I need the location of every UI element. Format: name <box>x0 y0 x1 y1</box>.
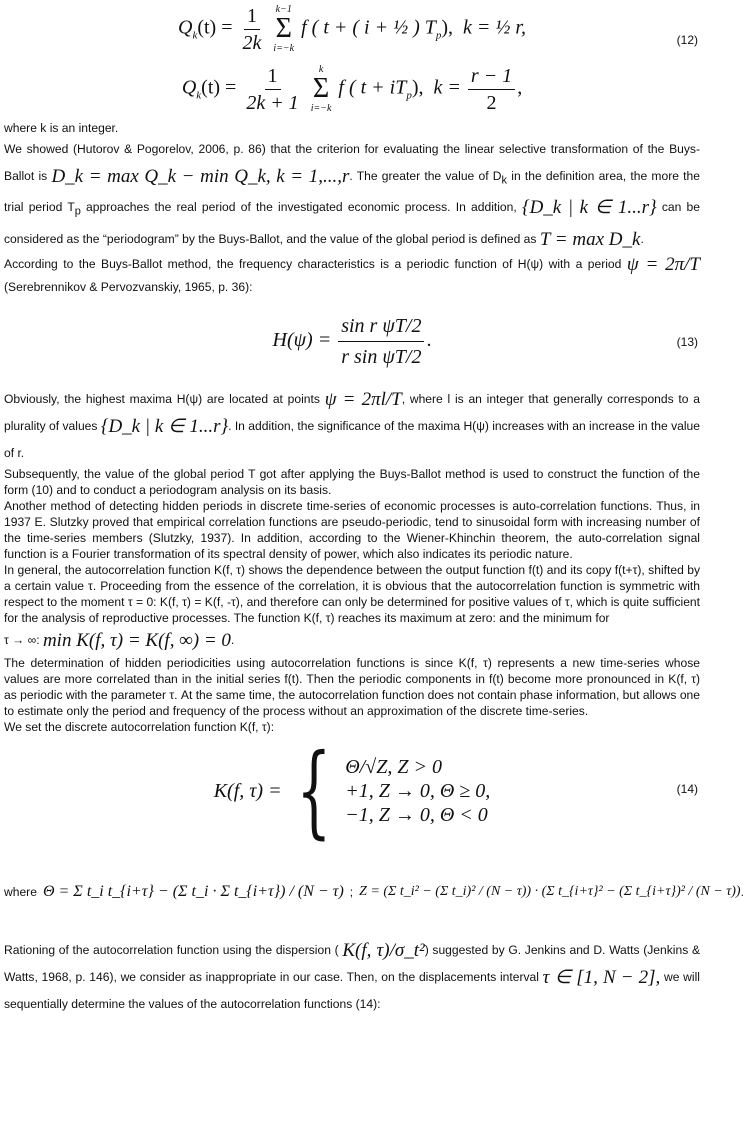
equation-13-fraction: $\frac{\text{sin r ψT/2}}{\text{r sin ψT/2}}$ <box>338 315 424 368</box>
equation-13 <box>4 298 700 386</box>
paragraph-buys-ballot-criterion: We showed (Hutorov & Pogorelov, 2006, p. 86) that the criterion for evaluating the linear selective transformation of the Buys-Ballot is D_k = max Q_k − min Q_k, k = 1,...,r. The greater the value of $D_k$ in the definition area, the more the trial period $T_p$ approaches the real period of the investigated economic process. In addition, {D_k | k ∈ 1...r} can be considered as the “periodogram” by the Buys-Ballot, and the value of the global period is defined as T = max D_k. <box>4 142 700 250</box>
z-definition: Z = (Σ t_i² − (Σ t_i)² / (N − τ)) · (Σ t_{i+τ}² − (Σ t_{i+τ})² / (N − τ)) <box>359 883 741 899</box>
equation-13-body: H(ψ) = $\frac{\text{sin r ψT/2}}{\text{r sin ψT/2}}$ . <box>272 315 432 369</box>
equation-12a <box>4 2 700 56</box>
inline-math-dispersion: K(f, τ)/σ_t² <box>342 939 425 961</box>
inline-math-dk-definition: D_k = max Q_k − min Q_k, k = 1,...,r <box>51 166 350 187</box>
equation-number-12: (12) <box>676 33 698 47</box>
paragraph-where-k: where k is an integer. <box>4 121 119 135</box>
paragraph-hidden-periodicities: The determination of hidden periodicities using autocorrelation functions is since K(f, τ) represents a new time-series whose values are more correlated than in the initial series f(t). Then the periodic components in f(t) become more pronounced in K(f, τ) as periodic with the parameter τ. At the same time, the autocorrelation function does not contain phase information, but allows one to estimate only the period and frequency of the process without an approximation of the discrete time-series. <box>4 655 700 718</box>
equation-12a-fraction: $\frac{1}{2k}$ <box>242 4 262 54</box>
paragraph-frequency-characteristics: According to the Buys-Ballot method, the frequency characteristics is a periodic function of H(ψ) with a period ψ = 2π/T (Serebrennikov & Pervozvanskiy, 1965, p. 36): <box>4 253 700 294</box>
paragraph-autocorrelation-intro: Another method of detecting hidden periods in discrete time-series of economic processes is auto-correlation functions. Thus, in 1937 E. Slutzky proved that empirical correlation functions are pseudo-periodic, tend to sinusoidal form with increasing number of the time-series members (Slutzky, 1937). In addition, according to the Wiener-Khinchin theorem, the auto-correlation signal function is a Fourier transformation of its spectral density of power, which also indicates its periodic nature. <box>4 498 700 561</box>
theta-z-definitions: where Θ = Σ t_i t_{i+τ} − (Σ t_i · Σ t_{i+τ}) / (N − τ) ; Z = (Σ t_i² − (Σ t_i)² / (N − τ)) · (Σ t_{i+τ}² − (Σ t_{i+τ})² / (N − τ)) . <box>4 882 744 900</box>
paragraph-maxima: Obviously, the highest maxima H(ψ) are located at points ψ = 2πl/T, where l is an integer that generally corresponds to a plurality of values {D_k | k ∈ 1...r}. In addition, the significance of the maxima H(ψ) increases with an increase in the value of r. <box>4 388 701 460</box>
equation-14-case-1: Θ/√Z, Z > 0 <box>345 755 442 778</box>
equation-14-case-3: −1, Z → 0, Θ < 0 <box>345 803 488 826</box>
inline-math-dk-plurality: {D_k | k ∈ 1...r} <box>100 415 229 437</box>
equation-12b <box>4 33 700 118</box>
equation-number-14: (14) <box>676 781 698 796</box>
inline-math-psi-maxima: ψ = 2πl/T <box>324 388 402 410</box>
inline-math-tau-interval: τ ∈ [1, N − 2], <box>542 966 661 988</box>
paragraph-global-period-usage: Subsequently, the value of the global period T got after applying the Buys-Ballot method is used to construct the function of the form (10) and to conduct a periodogram analysis on its basis. <box>4 466 700 497</box>
equation-14-brace: { <box>295 731 331 849</box>
equation-12b-sum: k Σ i=−k <box>310 64 332 114</box>
equation-12a-sum: k−1 Σ i=−k <box>273 4 295 54</box>
equation-12b-condition-fraction: $\frac{r - 1}{2}$ <box>468 65 515 114</box>
equation-14-body: K(f, τ) = { Θ/√Z, Z > 0 +1, Z → 0, Θ ≥ 0, −1, Z → 0, Θ < 0 <box>213 731 491 849</box>
paragraph-minimum-limit: τ → ∞: min K(f, τ) = K(f, ∞) = 0. <box>4 629 235 651</box>
paragraph-rationing: Rationing of the autocorrelation function using the dispersion ( K(f, τ)/σ_t²) suggested by G. Jenkins and D. Watts (Jenkins & Watts, 1968, p. 146), we consider as inappropriate in our case. Then, on the displacements interval τ ∈ [1, N − 2], we will sequentially determine the values of the autocorrelation functions (14): <box>4 939 701 1011</box>
inline-math-psi-period: ψ = 2π/T <box>626 253 700 275</box>
equation-12a-body: $Q_k(t)$ = $\frac{1}{2k}$ k−1 Σ i=−k f ( t + ( i + ½ ) $T_p$), k = ½ r, <box>178 4 526 54</box>
paragraph-discrete-autocorrelation: We set the discrete autocorrelation function K(f, τ): <box>4 719 275 734</box>
equation-12b-body: $Q_k(t)$ = $\frac{1}{2k + 1}$ k Σ i=−k f ( $t + iT_p$), k = $\frac{r - 1}{2}$ , <box>181 64 523 114</box>
equation-14-cases <box>345 755 491 826</box>
inline-math-dk-set: {D_k | k ∈ 1...r} <box>521 197 657 219</box>
inline-math-global-period: T = max D_k <box>539 228 641 250</box>
paper-page <box>4 0 744 1130</box>
equation-number-13: (13) <box>676 334 698 349</box>
equation-14 <box>4 731 700 849</box>
theta-definition: Θ = Σ t_i t_{i+τ} − (Σ t_i · Σ t_{i+τ}) / (N − τ) <box>42 882 344 900</box>
inline-math-min-k: min K(f, τ) = K(f, ∞) = 0 <box>42 629 231 651</box>
equation-12b-fraction: $\frac{1}{2k + 1}$ <box>246 64 299 114</box>
equation-14-case-2: +1, Z → 0, Θ ≥ 0, <box>345 779 491 802</box>
paragraph-autocorrelation-general: In general, the autocorrelation function K(f, τ) shows the dependence between the output function f(t) and its copy f(t+τ), shifted by a certain value τ. Proceeding from the essence of the correlation, it is obvious that the autocorrelation function is symmetric with respect to the moment τ = 0: K(f, τ) = K(f, -τ), and therefore can only be determined for positive values of τ, which is quite sufficient for the analysis of reproductive processes. The function K(f, τ) reaches its maximum at zero: and the minimum for <box>4 562 700 625</box>
